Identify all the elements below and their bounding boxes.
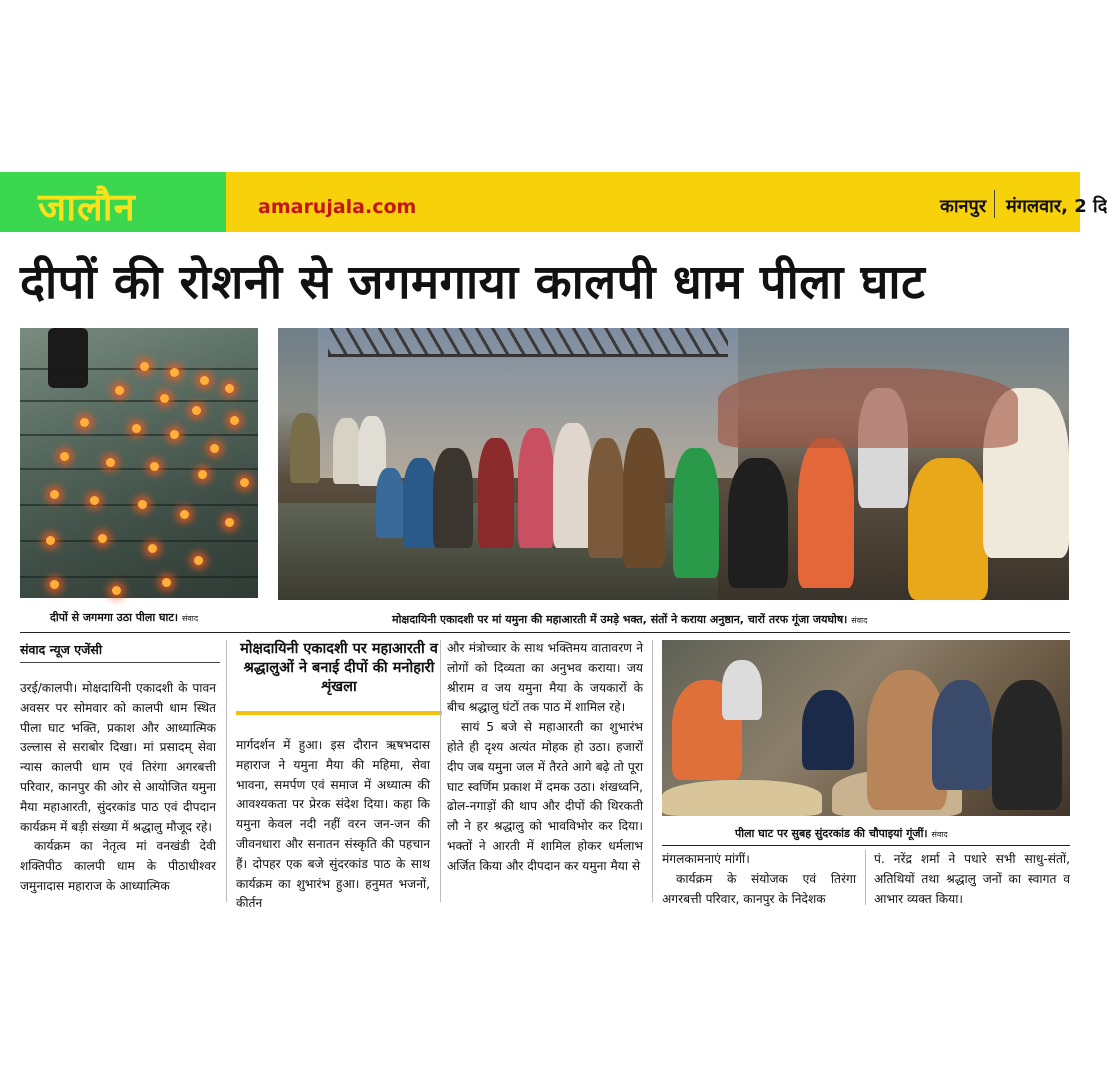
article-column-5 [874,850,1070,909]
section-badge [0,172,226,232]
edition-city: कानपुर [940,196,987,217]
paragraph: और मंत्रोच्चार के साथ भक्तिमय वातावरण ने लोगों को दिव्यता का अनुभव कराया। जय श्रीराम व जय यमुना मैया के जयकारों के बीच श्रद्धालु घंटों तक पाठ में शामिल रहे। [447,641,643,715]
byline: संवाद न्यूज एजेंसी [20,642,103,657]
person-silhouette [48,328,88,388]
subhead-underline [236,711,442,715]
photo2-caption: मोक्षदायिनी एकादशी पर मां यमुना की महाआरती में उमड़े भक्त, संतों ने कराया अनुष्ठान, चारों तरफ गूंजा जयघोष। संवाद [392,613,868,626]
photo-sundarkand-recital [662,640,1070,816]
paragraph: कार्यक्रम के संयोजक एवं तिरंगा अगरबत्ती परिवार, कानपुर के निदेशक [662,871,856,906]
site-url: amarujala.com [258,196,417,218]
sub-headline: मोक्षदायिनी एकादशी पर महाआरती व श्रद्धालुओं ने बनाई दीपों की मनोहारी शृंखला [240,641,438,695]
masthead-band [0,172,1107,232]
article-column-2 [236,736,430,914]
bridge [328,328,728,357]
section-name: जालौन [38,185,136,229]
article-column-3 [447,639,643,877]
paragraph: उरई/कालपी। मोक्षदायिनी एकादशी के पावन अवसर पर सोमवार को कालपी धाम स्थित पीला घाट भक्ति, प्रकाश और आध्यात्मिक उल्लास से सराबोर दिखा। मां प्रसादम् सेवा न्यास कालपी धाम एवं तिरंगा अगरबत्ती परिवार, कानपुर की ओर से आयोजित यमुना मैया महाआरती, सुंदरकांड पाठ एवं दीपदान कार्यक्रम में बड़ी संख्या में श्रद्धालु मौजूद रहे। [20,681,216,834]
article-column-4 [662,850,856,909]
caption-rule [20,632,1070,633]
page-headline: दीपों की रोशनी से जगमगाया कालपी धाम पीला घाट [20,255,926,310]
paragraph: सायं 5 बजे से महाआरती का शुभारंभ होते ही दृश्य अत्यंत मोहक हो उठा। हजारों दीप जब यमुना जल में तैरते आगे बढ़े तो पूरा घाट स्वर्णिम प्रकाश में दमक उठा। शंखध्वनि, ढोल-नगाड़ों की थाप और दीपों की थिरकती लौ ने हर श्रद्धालु को भावविभोर कर दिया। भक्तों ने आरती में शामिल होकर धर्मलाभ अर्जित किया और दीपदान कर यमुना मैया से [447,720,643,873]
byline-rule [20,662,220,663]
edition-date: मंगलवार, 2 दि [1006,196,1107,217]
photo1-caption: दीपों से जगमगा उठा पीला घाट। संवाद [50,611,199,624]
photo3-rule [662,845,1070,846]
paragraph: पं. नरेंद्र शर्मा ने पधारे सभी साधु-संतों, अतिथियों तथा श्रद्धालु जनों का स्वागत व आभार व्यक्त किया। [874,852,1070,906]
photo-aarti-crowd [278,328,1069,600]
article-column-1 [20,679,216,897]
paragraph: मार्गदर्शन में हुआ। इस दौरान ऋषभदास महाराज ने यमुना मैया की महिमा, सेवा भावना, समर्पण एवं समाज में अध्यात्म की आवश्यकता पर प्रेरक संदेश दिया। कहा कि यमुना केवल नदी नहीं वरन जन-जन की जीवनधारा और सनातन संस्कृति की पहचान हैं। दोपहर एक बजे सुंदरकांड पाठ के साथ कार्यक्रम का शुभारंभ हुआ। हनुमत भजनों, कीर्तन [236,738,430,911]
header-divider [994,190,995,218]
photo-lamps-on-steps [20,328,258,598]
photo3-caption: पीला घाट पर सुबह सुंदरकांड की चौपाइयां गूंजीं। संवाद [735,827,948,840]
paragraph: कार्यक्रम का नेतृत्व मां वनखंडी देवी शक्तिपीठ कालपी धाम के पीठाधीश्वर जमुनादास महाराज के आध्यात्मिक [20,839,216,893]
paragraph: मंगलकामनाएं मांगीं। [662,852,750,866]
